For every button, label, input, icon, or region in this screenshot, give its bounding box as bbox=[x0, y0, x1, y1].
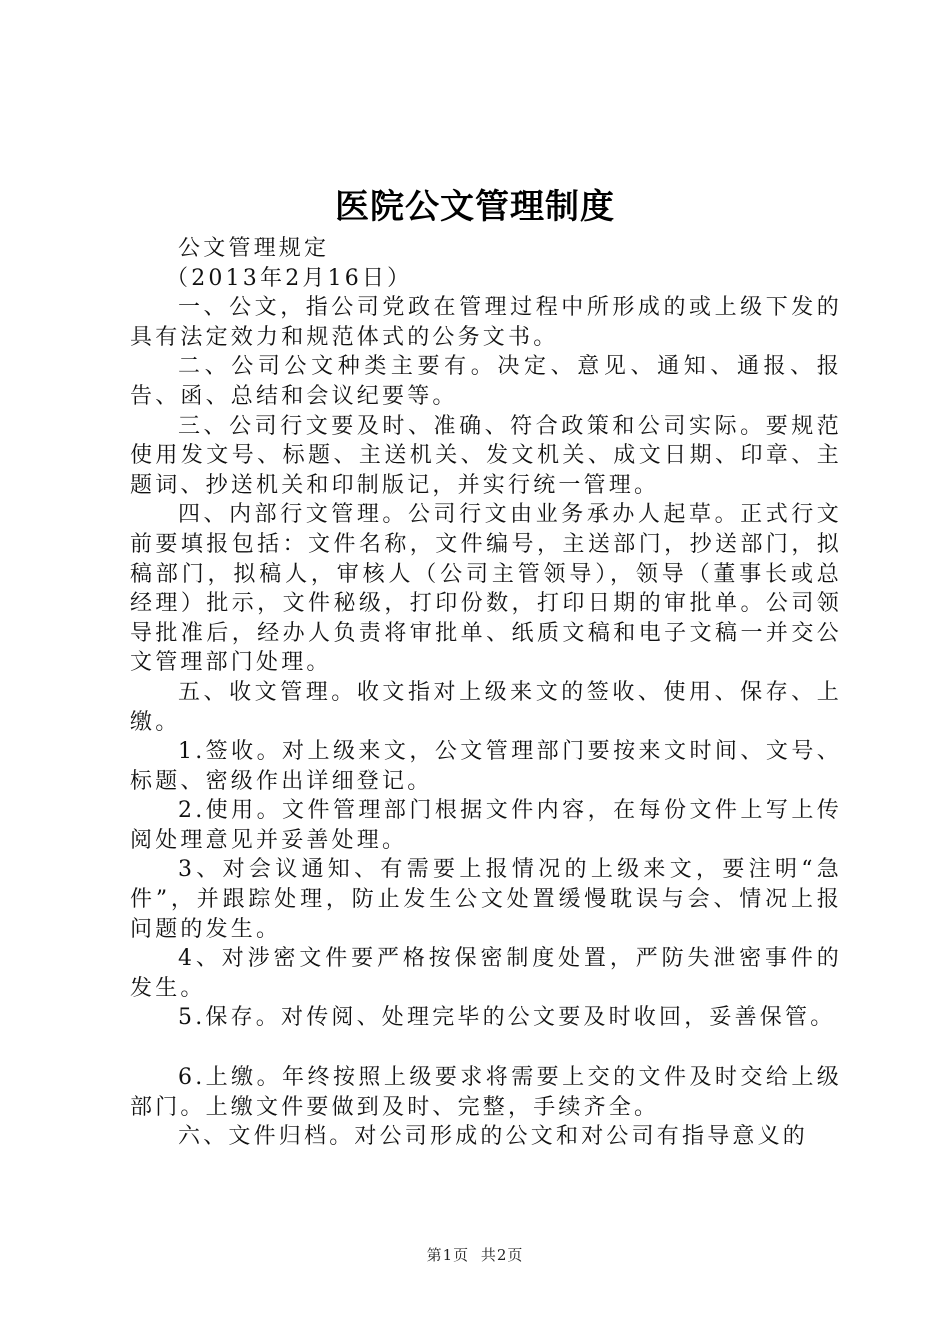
item-5: 5.保存。对传阅、处理完毕的公文要及时收回，妥善保管。 bbox=[178, 1005, 836, 1031]
item-2: 2.使用。文件管理部门根据文件内容，在每份文件上写上传阅处理意见并妥善处理。 bbox=[130, 798, 842, 853]
paragraph-2: 二、公司公文种类主要有。决定、意见、通知、通报、报告、函、总结和会议纪要等。 bbox=[130, 354, 842, 409]
item-6: 6.上缴。年终按照上级要求将需要上交的文件及时交给上级部门。上缴文件要做到及时、完整，手续齐全。 bbox=[130, 1065, 842, 1120]
document-title: 医院公文管理制度 bbox=[335, 187, 615, 227]
page-footer bbox=[0, 1244, 950, 1265]
item-3: 3、对会议通知、有需要上报情况的上级来文，要注明“急件”，并跟踪处理，防止发生公文处置缓慢耽误与会、情况上报问题的发生。 bbox=[130, 857, 842, 942]
paragraph-1: 一、公文，指公司党政在管理过程中所形成的或上级下发的具有法定效力和规范体式的公务文书。 bbox=[130, 295, 842, 350]
subtitle: 公文管理规定 bbox=[178, 236, 330, 261]
page-number: 第1页 bbox=[426, 1246, 470, 1264]
paragraph-3: 三、公司行文要及时、准确、符合政策和公司实际。要规范使用发文号、标题、主送机关、发文机关、成文日期、印章、主题词、抄送机关和印制版记，并实行统一管理。 bbox=[130, 413, 842, 498]
document-body bbox=[130, 234, 842, 1152]
item-4: 4、对涉密文件要严格按保密制度处置，严防失泄密事件的发生。 bbox=[130, 946, 842, 1001]
item-1: 1.签收。对上级来文，公文管理部门要按来文时间、文号、标题、密级作出详细登记。 bbox=[130, 739, 842, 794]
date-line: （2013年2月16日） bbox=[166, 265, 413, 291]
page-total: 共2页 bbox=[480, 1246, 524, 1264]
paragraph-5: 五、收文管理。收文指对上级来文的签收、使用、保存、上缴。 bbox=[130, 679, 842, 735]
paragraph-6: 六、文件归档。对公司形成的公文和对公司有指导意义的 bbox=[178, 1124, 809, 1150]
paragraph-4: 四、内部行文管理。公司行文由业务承办人起草。正式行文前要填报包括：文件名称，文件编号，主送部门，抄送部门，拟稿部门，拟稿人，审核人（公司主管领导），领导（董事长或总经理）批示，文件秘级，打印份数，打印日期的审批单。公司领导批准后，经办人负责将审批单、纸质文稿和电子文稿一并交公文管理部门处理。 bbox=[130, 502, 842, 676]
